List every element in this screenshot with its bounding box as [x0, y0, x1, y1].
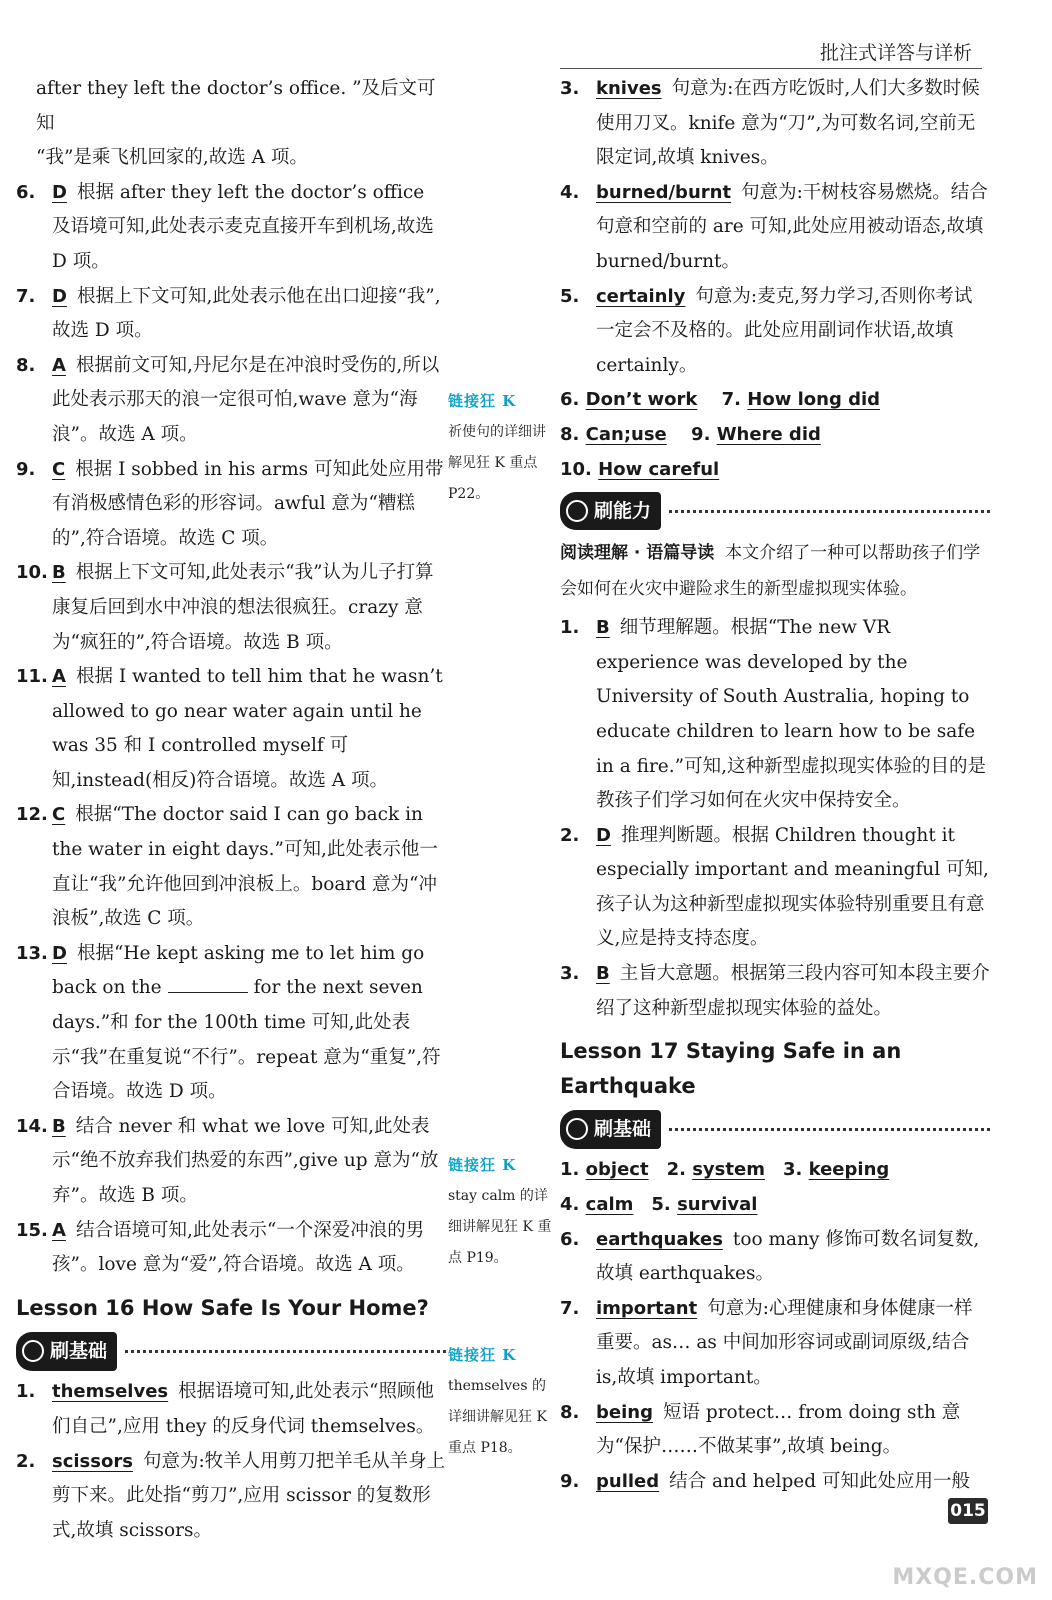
- answer-item: 9. C 根据 I sobbed in his arms 可知此处应用带有消极感情色彩的形容词。awful 意为“糟糕的”,符合语境。故选 C 项。: [16, 458, 444, 549]
- section-banner: 刷基础: [16, 1331, 446, 1371]
- badge-icon: [566, 500, 588, 522]
- answer-row: 6. Don’t work 7. How long did: [560, 389, 881, 411]
- continued-text: after they left the doctor’s office. ”及后文可知 “我”是乘飞机回家的,故选 A 项。: [36, 78, 436, 169]
- answer-row: 8. Can;use 9. Where did: [560, 423, 821, 445]
- answer-item: 1. B 细节理解题。根据“The new VR experience was developed by the University of South Australia, hoping to educate children to learn how to be safe in a fire.”可知,这种新型虚拟现实体验的目的是教孩子们学习如何在火灾中保持安全。: [560, 617, 986, 812]
- lesson-17-title: Lesson 17 Staying Safe in an Earthquake: [560, 1039, 902, 1098]
- link-label: 链接狂 K: [448, 1156, 517, 1174]
- header-rule: [560, 68, 982, 69]
- link-label: 链接狂 K: [448, 1346, 517, 1364]
- answer-item: 2. scissors 句意为:牧羊人用剪刀把羊毛从羊身上剪下来。此处指“剪刀”,应用 scissor 的复数形式,故填 scissors。: [16, 1450, 446, 1541]
- answer-item: 3. B 主旨大意题。根据第三段内容可知本段主要介绍了这种新型虚拟现实体验的益处。: [560, 963, 990, 1019]
- answer-list: [560, 1223, 990, 1500]
- answer-row: 4. calm 5. survival: [560, 1194, 758, 1216]
- right-column: [560, 72, 990, 1499]
- answer-item: 14. B 结合 never 和 what we love 可知,此处表示“绝不放弃我们热爱的东西”,give up 意为“放弃”。故选 B 项。: [16, 1115, 439, 1206]
- answer-row: 10. How careful: [560, 458, 720, 480]
- answer-item: 6. D 根据 after they left the doctor’s office 及语境可知,此处表示麦克直接开车到机场,故选 D 项。: [16, 181, 434, 272]
- header-title: 批注式详答与详析: [819, 42, 972, 64]
- badge-icon: [566, 1118, 588, 1140]
- answer-item: 12. C 根据“The doctor said I can go back in the water in eight days.”可知,此处表示他一直让“我”允许他回到冲浪板上。board 意为“冲浪板”,故选 C 项。: [16, 804, 438, 930]
- answer-item: 5. certainly 句意为:麦克,努力学习,否则你考试一定会不及格的。此处应用副词作状语,故填 certainly。: [560, 285, 973, 376]
- watermark: MXQE.COM: [892, 1565, 1038, 1590]
- answer-item: 15. A 结合语境可知,此处表示“一个深爱冲浪的男孩”。love 意为“爱”,符合语境。故选 A 项。: [16, 1219, 425, 1276]
- fill-blank: [168, 974, 248, 993]
- page-number: 015: [948, 1498, 988, 1524]
- dotted-divider: [669, 1128, 990, 1131]
- answer-item: 8. being 短语 protect… from doing sth 意为“保护……不做某事”,故填 being。: [560, 1401, 961, 1458]
- section-banner: 刷能力: [560, 491, 990, 531]
- answer-list: [16, 1375, 446, 1548]
- link-label: 链接狂 K: [448, 392, 517, 410]
- answer-item: 3. knives 句意为:在西方吃饭时,人们大多数时候使用刀叉。knife 意为“刀”,为可数名词,空前无限定词,故填 knives。: [560, 78, 980, 169]
- side-note: 链接狂 K stay calm 的详细讲解见狂 K 重点 P19。: [448, 1150, 558, 1274]
- answer-list: [560, 72, 990, 383]
- answer-item: 11. A 根据 I wanted to tell him that he wasn’t allowed to go near water again until he was 35 和 I controlled myself 可知,instead(相反)符合语境。故选 A 项。: [16, 666, 443, 791]
- answer-item: 4. burned/burnt 句意为:干树枝容易燃烧。结合句意和空前的 are 可知,此处应用被动语态,故填 burned/burnt。: [560, 181, 988, 272]
- answer-list: [16, 1110, 446, 1283]
- section-banner: 刷基础: [560, 1109, 990, 1149]
- answer-item: 9. pulled 结合 and helped 可知此处应用一般: [560, 1470, 970, 1492]
- left-column: [16, 72, 446, 1548]
- dotted-divider: [669, 510, 990, 513]
- side-note: 链接狂 K themselves 的详细讲解见狂 K 重点 P18。: [448, 1340, 558, 1464]
- reading-intro: 阅读理解 · 语篇导读 本文介绍了一种可以帮助孩子们学会如何在火灾中避险求生的新型虚拟现实体验。: [560, 543, 981, 600]
- answer-item-13: 13. D 根据“He kept asking me to let him go back on the for the next seven days.”和 for the 100th time 可知,此处表示“我”在重复说“不行”。repeat 意为“重复”,符合语境。故选 D 项。: [16, 942, 441, 1103]
- answer-list: [560, 611, 990, 1026]
- answer-row: 1. object 2. system 3. keeping: [560, 1159, 890, 1181]
- side-note: 链接狂 K 祈使句的详细讲解见狂 K 重点 P22。: [448, 386, 558, 510]
- answer-item: 2. D 推理判断题。根据 Children thought it especially important and meaningful 可知,孩子认为这种新型虚拟现实体验特别重要且有意义,应是持支持态度。: [560, 824, 989, 950]
- answer-list: [16, 176, 446, 937]
- dotted-divider: [125, 1350, 446, 1353]
- answer-item: 8. A 根据前文可知,丹尼尔是在冲浪时受伤的,所以此处表示那天的浪一定很可怕,wave 意为“海浪”。故选 A 项。: [16, 354, 440, 445]
- badge-icon: [22, 1340, 44, 1362]
- lesson-16-title: Lesson 16 How Safe Is Your Home?: [16, 1295, 429, 1320]
- answer-item: 7. D 根据上下文可知,此处表示他在出口迎接“我”,故选 D 项。: [16, 285, 441, 342]
- answer-item: 1. themselves 根据语境可知,此处表示“照顾他们自己”,应用 they 的反身代词 themselves。: [16, 1381, 435, 1437]
- answer-item: 6. earthquakes too many 修饰可数名词复数,故填 earthquakes。: [560, 1228, 980, 1285]
- answer-item: 10. B 根据上下文可知,此处表示“我”认为儿子打算康复后回到水中冲浪的想法很疯狂。crazy 意为“疯狂的”,符合语境。故选 B 项。: [16, 562, 434, 653]
- answer-item: 7. important 句意为:心理健康和身体健康一样重要。as… as 中间加形容词或副词原级,结合 is,故填 important。: [560, 1297, 973, 1388]
